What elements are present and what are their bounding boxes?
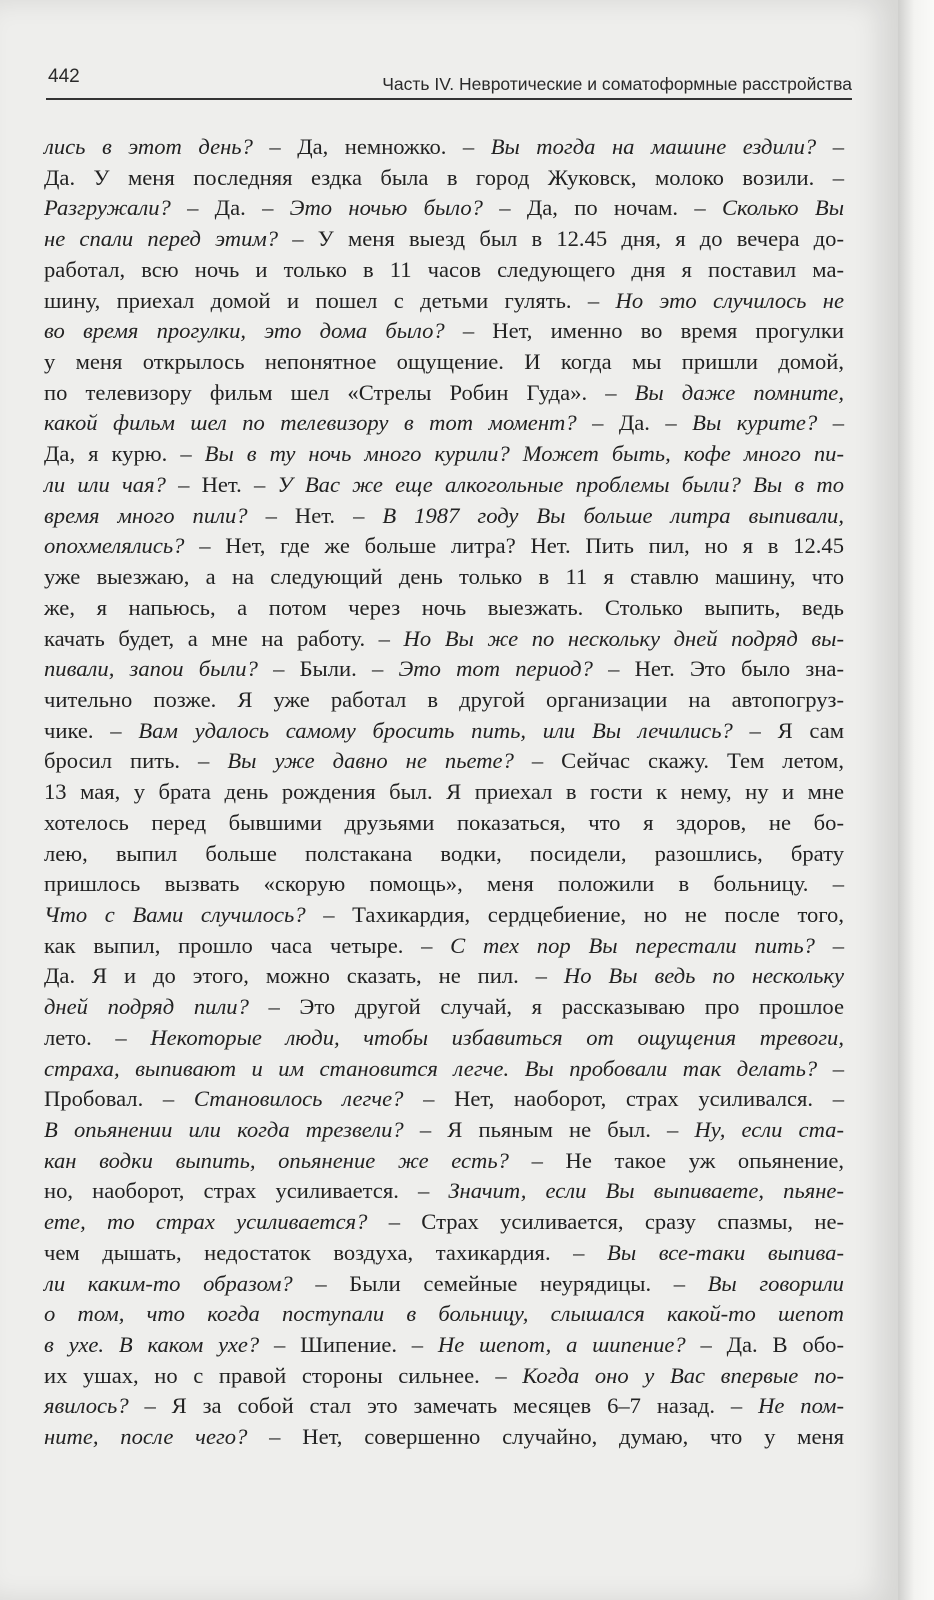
answer-text: качать будет, а мне на работу. – <box>44 625 404 651</box>
text-line <box>44 1054 844 1085</box>
text-line <box>44 1361 844 1392</box>
text-line <box>44 1115 844 1146</box>
answer-text: Да. У меня последняя ездка была в город Жуковск, молоко возили. – <box>44 164 844 190</box>
text-line <box>44 654 844 685</box>
question-text: Вы уже давно не пьете? – <box>227 748 544 774</box>
question-text: Разгружали? – <box>44 195 199 221</box>
question-text: Что с Вами случилось? – <box>44 901 335 927</box>
question-text: во время прогулки, это дома было? – <box>44 318 475 344</box>
answer-text: лею, выпил больше полстакана водки, посидели, разошлись, брату <box>44 840 844 866</box>
text-line <box>44 808 844 839</box>
text-line <box>44 1084 844 1115</box>
answer-text: Были. – <box>284 656 399 682</box>
question-text: Вы курите? – <box>692 410 844 436</box>
answer-text: как выпил, прошло часа четыре. – <box>44 932 451 958</box>
question-text: о том, что когда поступали в больницу, слышался какой-то шепот <box>44 1301 844 1327</box>
answer-text: уже выезжаю, а на следующий день только в 11 я ставлю машину, что <box>44 564 844 590</box>
question-text: Вы в ту ночь много курили? Может быть, кофе много пи- <box>204 441 845 467</box>
question-text: дней подряд пили? – <box>44 994 280 1020</box>
question-text: Ну, если ста- <box>694 1117 844 1142</box>
answer-text: Шипение. – <box>285 1332 438 1358</box>
question-text: Вы все-таки выпива- <box>607 1239 844 1265</box>
text-line <box>44 900 844 931</box>
answer-text: Нет. – <box>189 471 278 497</box>
question-text: У Вас же еще алкогольные проблемы были? Вы в то <box>277 471 844 497</box>
text-line <box>44 746 844 777</box>
body-text <box>44 132 844 1453</box>
question-text: Становилось легче? – <box>193 1086 435 1112</box>
text-line <box>44 1146 844 1177</box>
question-text: ли каким-то образом? – <box>44 1270 327 1296</box>
question-text: какой фильм шел по телевизору в тот момент? – <box>44 410 604 436</box>
text-line <box>44 470 844 501</box>
answer-text: Да. – <box>198 195 290 221</box>
text-line <box>44 224 844 255</box>
question-text: явилось? – <box>44 1393 156 1419</box>
text-line <box>44 1238 844 1269</box>
text-line <box>44 347 844 378</box>
answer-text: работал, всю ночь и только в 11 часов следующего дня я поставил ма- <box>44 256 844 282</box>
question-text: Вам удалось самому бросить пить, или Вы лечились? – <box>138 717 761 743</box>
question-text: Но Вы ведь по нескольку <box>563 963 844 989</box>
answer-text: Нет. Это было зна- <box>619 656 844 682</box>
answer-text: у меня открылось непонятное ощущение. И когда мы пришли домой, <box>44 349 844 375</box>
text-line <box>44 286 844 317</box>
answer-text: Да. – <box>603 410 693 436</box>
answer-text: Я пьяным не был. – <box>431 1117 695 1142</box>
text-line <box>44 992 844 1023</box>
answer-text: Да. В обо- <box>711 1332 845 1358</box>
answer-text: 13 мая, у брата день рождения был. Я приехал в гости к нему, ну и мне <box>44 779 844 805</box>
answer-text: Были семейные неурядицы. – <box>326 1270 708 1296</box>
question-text: Сколько Вы <box>721 195 845 221</box>
answer-text: пришлось вызвать «скорую помощь», меня положили в больницу. – <box>44 871 844 897</box>
question-text: опохмелялись? – <box>44 533 211 559</box>
text-line <box>44 624 844 655</box>
text-line <box>44 1330 844 1361</box>
question-text: Вы тогда на машине ездили? – <box>490 134 844 159</box>
question-text: Не шепот, а шипение? – <box>437 1332 712 1358</box>
text-line <box>44 316 844 347</box>
text-line <box>44 1207 844 1238</box>
question-text: ете, то страх усиливается? – <box>44 1209 401 1235</box>
text-line <box>44 163 844 194</box>
answer-text: чем дышать, недостаток воздуха, тахикардия. – <box>44 1239 608 1265</box>
question-text: ли или чая? – <box>44 471 190 497</box>
answer-text: Я за собой стал это замечать месяцев 6–7 назад. – <box>155 1393 759 1419</box>
answer-text: же, я напьюсь, а потом через ночь выезжать. Столько выпить, ведь <box>44 594 844 620</box>
answer-text: чике. – <box>44 717 139 743</box>
text-line <box>44 685 844 716</box>
question-text: пивали, запои были? – <box>44 656 285 682</box>
answer-text: Я сам <box>760 717 845 743</box>
text-line <box>44 961 844 992</box>
text-line <box>44 839 844 870</box>
answer-text: Тахикардия, сердцебиение, но не после того, <box>334 901 844 927</box>
answer-text: Нет, наоборот, страх усиливался. – <box>434 1086 844 1112</box>
answer-text: лето. – <box>44 1024 151 1050</box>
answer-text: Да, немножко. – <box>280 134 491 159</box>
text-line <box>44 1023 844 1054</box>
question-text: Вы говорили <box>707 1270 844 1296</box>
page-number: 442 <box>48 66 80 87</box>
question-text: Но это случилось не <box>615 287 844 313</box>
question-text: Значит, если Вы выпиваете, пьяне- <box>448 1178 844 1204</box>
question-text: время много пили? – <box>44 502 277 528</box>
answer-text: чительно позже. Я уже работал в другой организации на автопогруз- <box>44 686 844 712</box>
answer-text: Пробовал. – <box>44 1086 194 1112</box>
running-head: Часть IV. Невротические и соматоформные расстройства <box>382 74 852 94</box>
answer-text: их ушах, но с правой стороны сильнее. – <box>44 1362 523 1388</box>
text-line <box>44 869 844 900</box>
text-line <box>44 501 844 532</box>
answer-text: Нет, именно во время прогулки <box>474 318 844 344</box>
question-text: кан водки выпить, опьянение же есть? – <box>44 1147 543 1173</box>
question-text: в ухе. В каком ухе? – <box>44 1332 286 1358</box>
question-text: Некоторые люди, чтобы избавиться от ощущения тревоги, <box>150 1024 844 1050</box>
answer-text: но, наоборот, страх усиливается. – <box>44 1178 449 1204</box>
text-line <box>44 408 844 439</box>
answer-text: по телевизору фильм шел «Стрелы Робин Гуда». – <box>44 379 635 405</box>
page-header <box>46 64 852 100</box>
text-line <box>44 378 844 409</box>
answer-text: бросил пить. – <box>44 748 228 774</box>
text-line <box>44 777 844 808</box>
question-text: лись в этот день? – <box>44 134 281 159</box>
answer-text: Нет, где же больше литра? Нет. Пить пил, но я в 12.45 <box>210 533 845 559</box>
text-line <box>44 1391 844 1422</box>
answer-text: Да. Я и до этого, можно сказать, не пил. – <box>44 963 564 989</box>
question-text: Вы даже помните, <box>634 379 844 405</box>
text-line <box>44 531 844 562</box>
answer-text: шину, приехал домой и пошел с детьми гулять. – <box>44 287 616 313</box>
text-line <box>44 255 844 286</box>
text-line <box>44 931 844 962</box>
text-line <box>44 193 844 224</box>
text-line <box>44 132 844 163</box>
question-text: Когда оно у Вас впервые по- <box>522 1362 844 1388</box>
question-text: страха, выпивают и им становится легче. Вы пробовали так делать? – <box>44 1055 844 1081</box>
question-text: В 1987 году Вы больше литра выпивали, <box>382 502 844 528</box>
text-line <box>44 593 844 624</box>
answer-text: Нет. – <box>276 502 383 528</box>
question-text: Но Вы же по нескольку дней подряд вы- <box>403 625 844 651</box>
answer-text: Сейчас скажу. Тем летом, <box>543 748 844 774</box>
question-text: С тех пор Вы перестали пить? – <box>450 932 844 958</box>
question-text: Не пом- <box>758 1393 844 1419</box>
question-text: В опьянении или когда трезвели? – <box>44 1117 432 1142</box>
text-line <box>44 1299 844 1330</box>
answer-text: Страх усиливается, сразу спазмы, не- <box>400 1209 844 1235</box>
answer-text: Да, я курю. – <box>44 441 205 467</box>
text-line <box>44 439 844 470</box>
answer-text: Да, по ночам. – <box>510 195 722 221</box>
text-line <box>44 1422 844 1453</box>
answer-text: Нет, совершенно случайно, думаю, что у меня <box>280 1424 844 1450</box>
question-text: Это ночью было? – <box>289 195 511 221</box>
answer-text: Это другой случай, я рассказываю про прошлое <box>279 994 844 1020</box>
question-text: ните, после чего? – <box>44 1424 281 1450</box>
question-text: не спали перед этим? – <box>44 226 304 252</box>
question-text: Это тот период? – <box>398 656 620 682</box>
answer-text: Не такое уж опьянение, <box>542 1147 844 1173</box>
text-line <box>44 1269 844 1300</box>
answer-text: У меня выезд был в 12.45 дня, я до вечера до- <box>303 226 844 252</box>
answer-text: хотелось перед бывшими друзьями показаться, что я здоров, не бо- <box>44 809 844 835</box>
book-spine <box>898 0 934 1600</box>
text-line <box>44 562 844 593</box>
text-line <box>44 716 844 747</box>
text-line <box>44 1176 844 1207</box>
